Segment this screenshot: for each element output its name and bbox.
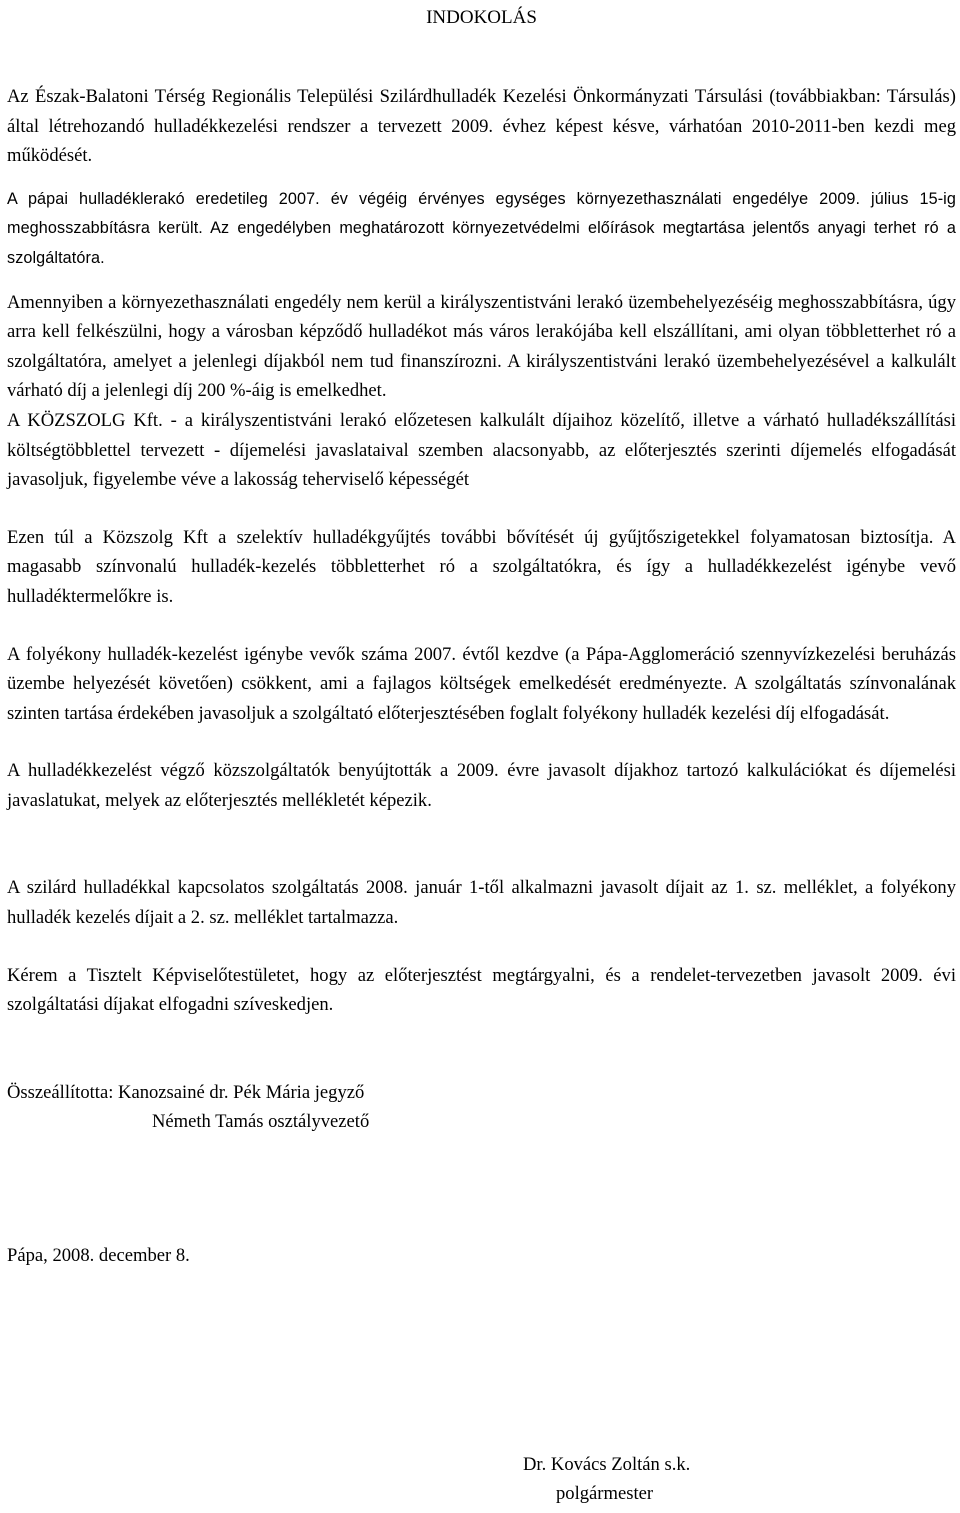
compiled-by-name-1: Kanozsainé dr. Pék Mária jegyző bbox=[118, 1081, 365, 1103]
paragraph-7: A hulladékkezelést végző közszolgáltatók benyújtották a 2009. évre javasolt díjakhoz tartozó kalkulációkat és díjemelési javaslatukat, melyek az előterjesztés mellékletét képezik. bbox=[7, 760, 956, 811]
paragraph-9: Kérem a Tisztelt Képviselőtestületet, hogy az előterjesztést megtárgyalni, és a rendelet-tervezetben javasolt 2009. évi szolgáltatási díjakat elfogadni szíveskedjen. bbox=[7, 964, 956, 1016]
compiled-by-line-2 bbox=[7, 1107, 956, 1137]
compiled-by-line-1 bbox=[7, 1078, 956, 1108]
compiled-by-label: Összeállította: bbox=[7, 1081, 114, 1103]
compiled-by-name-2: Németh Tamás osztályvezető bbox=[152, 1111, 370, 1133]
place-date: Pápa, 2008. december 8. bbox=[7, 1245, 190, 1267]
signature-block bbox=[523, 1450, 690, 1508]
document-title: INDOKOLÁS bbox=[426, 7, 537, 28]
paragraph-3: Amennyiben a környezethasználati engedély nem kerül a királyszentistváni lerakó üzembehelyezéséig meghosszabbításra, úgy arra kell felkészülni, hogy a városban képződő hulladékot más város lerakójába kell elszállítani, ami olyan többletterhet ró a szolgáltatóra, amelyet a jelenlegi díjakból nem tud finanszírozni. A királyszentistváni lerakó üzembehelyezésével a kalkulált várható díj a jelenlegi díj 200 %-áig is emelkedhet. bbox=[7, 291, 956, 402]
paragraph-5: Ezen túl a Közszolg Kft a szelektív hulladékgyűjtés további bővítését új gyűjtőszigetekkel folyamatosan biztosítja. A magasabb színvonalú hulladék-kezelés többletterhet ró a szolgáltatókra, és így a hulladékkezelést igénybe vevő hulladéktermelőkre is. bbox=[7, 526, 956, 607]
signer-title: polgármester bbox=[556, 1483, 654, 1504]
paragraph-6: A folyékony hulladék-kezelést igénybe vevők száma 2007. évtől kezdve (a Pápa-Agglomeráció szennyvízkezelési beruházás üzembe helyezését követően) csökkent, ami a fajlagos költségek emelkedését eredményezte. A szolgáltatás színvonalának szinten tartása érdekében javasoljuk a szolgáltató előterjesztésében foglalt folyékony hulladék kezelési díj elfogadását. bbox=[7, 643, 956, 724]
signer-name: Dr. Kovács Zoltán s.k. bbox=[523, 1454, 691, 1475]
paragraph-8: A szilárd hulladékkal kapcsolatos szolgáltatás 2008. január 1-től alkalmazni javasolt díjait az 1. sz. melléklet, a folyékony hulladék kezelés díjait a 2. sz. melléklet tartalmazza. bbox=[7, 877, 956, 929]
paragraph-2: A pápai hulladéklerakó eredetileg 2007. év végéig érvényes egységes környezethasználati engedélye 2009. július 15-ig meghosszabbításra került. Az engedélyben meghatározott környezetvédelmi előírások megtartása jelentős anyagi terhet ró a szolgáltatóra. bbox=[7, 189, 956, 267]
document-page bbox=[7, 0, 956, 1271]
compiled-by-block bbox=[7, 1078, 956, 1137]
paragraph-1: Az Észak-Balatoni Térség Regionális Települési Szilárdhulladék Kezelési Önkormányzati Társulási (továbbiakban: Társulás) által létrehozandó hulladékkezelési rendszer a tervezett 2009. évhez képest késve, várhatóan 2010-2011-ben kezdi meg működését. bbox=[7, 86, 956, 167]
paragraph-4: A KÖZSZOLG Kft. - a királyszentistváni lerakó előzetesen kalkulált díjaihoz közelítő, illetve a várható hulladékszállítási költségtöbblettel tervezett - díjemelési javaslataival szemben alacsonyabb, az előterjesztés szerinti díjemelés elfogadását javasoljuk, figyelembe véve a lakosság teherviselő képességét bbox=[7, 409, 956, 491]
